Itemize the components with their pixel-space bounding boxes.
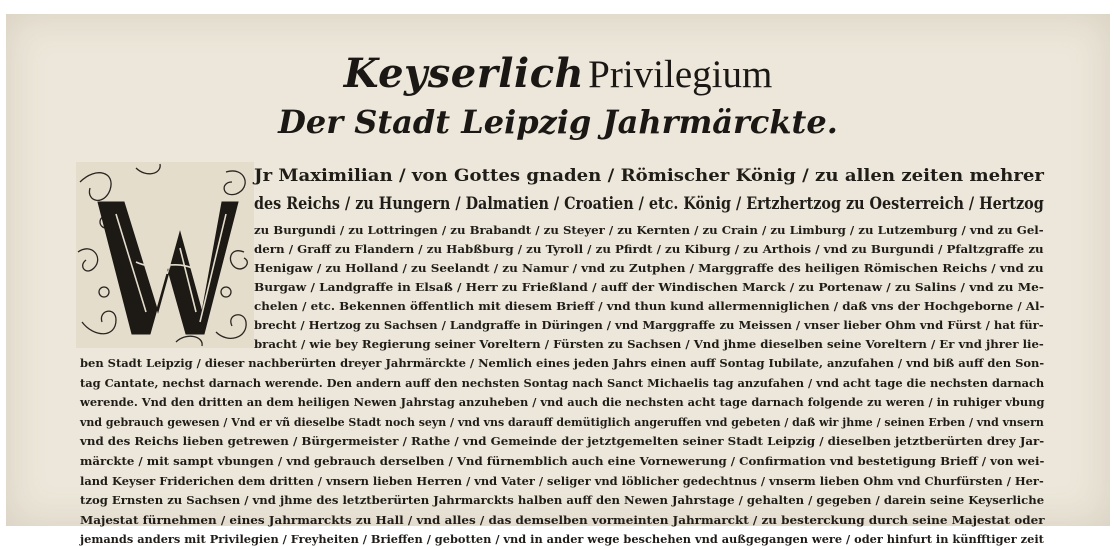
document-subtitle: Der Stadt Leipzig Jahrmärckte. <box>278 103 838 141</box>
document-page <box>6 14 1110 546</box>
decorated-initial-w <box>76 162 254 348</box>
body-line: brecht / Hertzog zu Sachsen / Landgraffe in Düringen / vnd Marggraffe zu Meissen / vnser lieber Ohm vnd Fürst / hat für- <box>254 318 1044 332</box>
body-line: vnd gebrauch gewesen / Vnd er vñ dieselbe Stadt noch seyn / vnd vns darauff demütiglich angeruffen vnd gebeten / daß wir jhme / seinen Erben / vnd vnsern <box>80 414 1044 429</box>
initial-letter: W <box>159 266 171 277</box>
body-line: ben Stadt Leipzig / dieser nachberürten dreyer Jahrmärckte / Nemlich eines jeden Jahrs einen auff Sontag Iubilate, anzufahen / vnd biß auff den Son- <box>80 356 1045 370</box>
body-line: tzog Ernsten zu Sachsen / vnd jhme des letztberürten Jahrmarckts halben auff den Newen Jahrstage / gehalten / gegeben / darein seine Keyserliche <box>80 493 1045 508</box>
body-line: land Keyser Friderichen dem dritten / vnsern lieben Herren / vnd Vater / seliger vnd löblicher gedechtnus / vnserm lieben Ohm vnd Churfürsten / Her- <box>80 473 1044 488</box>
title-roman: Privilegium <box>588 53 773 96</box>
body-line: Henigaw / zu Holland / zu Seelandt / zu Namur / vnd zu Zutphen / Marggraffe des heiligen Römischen Reichs / vnd zu <box>254 261 1044 275</box>
body-line: märckte / mit sampt vbungen / vnd gebrauch derselben / Vnd fürnemblich auch eine Vornewerung / Confirmation vnd bestetigung Brieff / von wei- <box>80 454 1045 468</box>
body-line: des Reichs / zu Hungern / Dalmatien / Croatien / etc. König / Ertzhertzog zu Oesterreich / Hertzog <box>254 194 1044 214</box>
body-line: chelen / etc. Bekennen öffentlich mit diesem Brieff / vnd thun kund allermenniglichen / daß vns der Hochgeborne / Al- <box>254 299 1045 313</box>
body-line: Jr Maximilian / von Gottes gnaden / Römischer König / zu allen zeiten mehrer <box>254 166 1044 186</box>
body-line: tag Cantate, nechst darnach werende. Den andern auff den nechsten Sontag nach Sanct Michaelis tag anzufahen / vnd acht tage die nechsten darnach <box>80 375 1045 390</box>
body-line: zu Burgundi / zu Lottringen / zu Brabandt / zu Steyer / zu Kernten / zu Crain / zu Limburg / zu Lutzemburg / vnd zu Gel- <box>254 223 1044 237</box>
body-line: jemands anders mit Privilegien / Freyheiten / Brieffen / gebotten / vnd in ander wege beschehen vnd außgegangen were / oder hinfurt in künfftiger zeit <box>80 532 1044 546</box>
body-line: vnd des Reichs lieben getrewen / Bürgermeister / Rathe / vnd Gemeinde der jetztgemelten seiner Stadt Leipzig / dieselben jetztberürten drey Jar- <box>80 434 1045 449</box>
body-line: Burgaw / Landgraffe in Elsaß / Herr zu Frießland / auff der Windischen Marck / zu Portenaw / zu Salins / vnd zu Me- <box>254 280 1044 294</box>
body-line: Majestat fürnehmen / eines Jahrmarckts zu Hall / vnd alles / das demselben vormeinten Jahrmarckt / zu besterckung durch seine Majestat oder <box>80 512 1045 527</box>
body-line: dern / Graff zu Flandern / zu Habßburg / zu Tyroll / zu Pfirdt / zu Kiburg / zu Arthois / vnd zu Burgundi / Pfaltzgraffe zu <box>254 242 1044 256</box>
body-line: bracht / wie bey Regierung seiner Voreltern / Fürsten zu Sachsen / Vnd jhme dieselben seine Voreltern / Er vnd jhrer lie- <box>254 337 1044 351</box>
body-line: werende. Vnd den dritten an dem heiligen Newen Jahrstag anzuheben / vnd auch die nechsten acht tage darnach folgende zu weren / in ruhiger vbung <box>80 395 1045 410</box>
title-blackletter: Keyserlich <box>343 50 585 97</box>
document-title <box>6 50 1110 97</box>
